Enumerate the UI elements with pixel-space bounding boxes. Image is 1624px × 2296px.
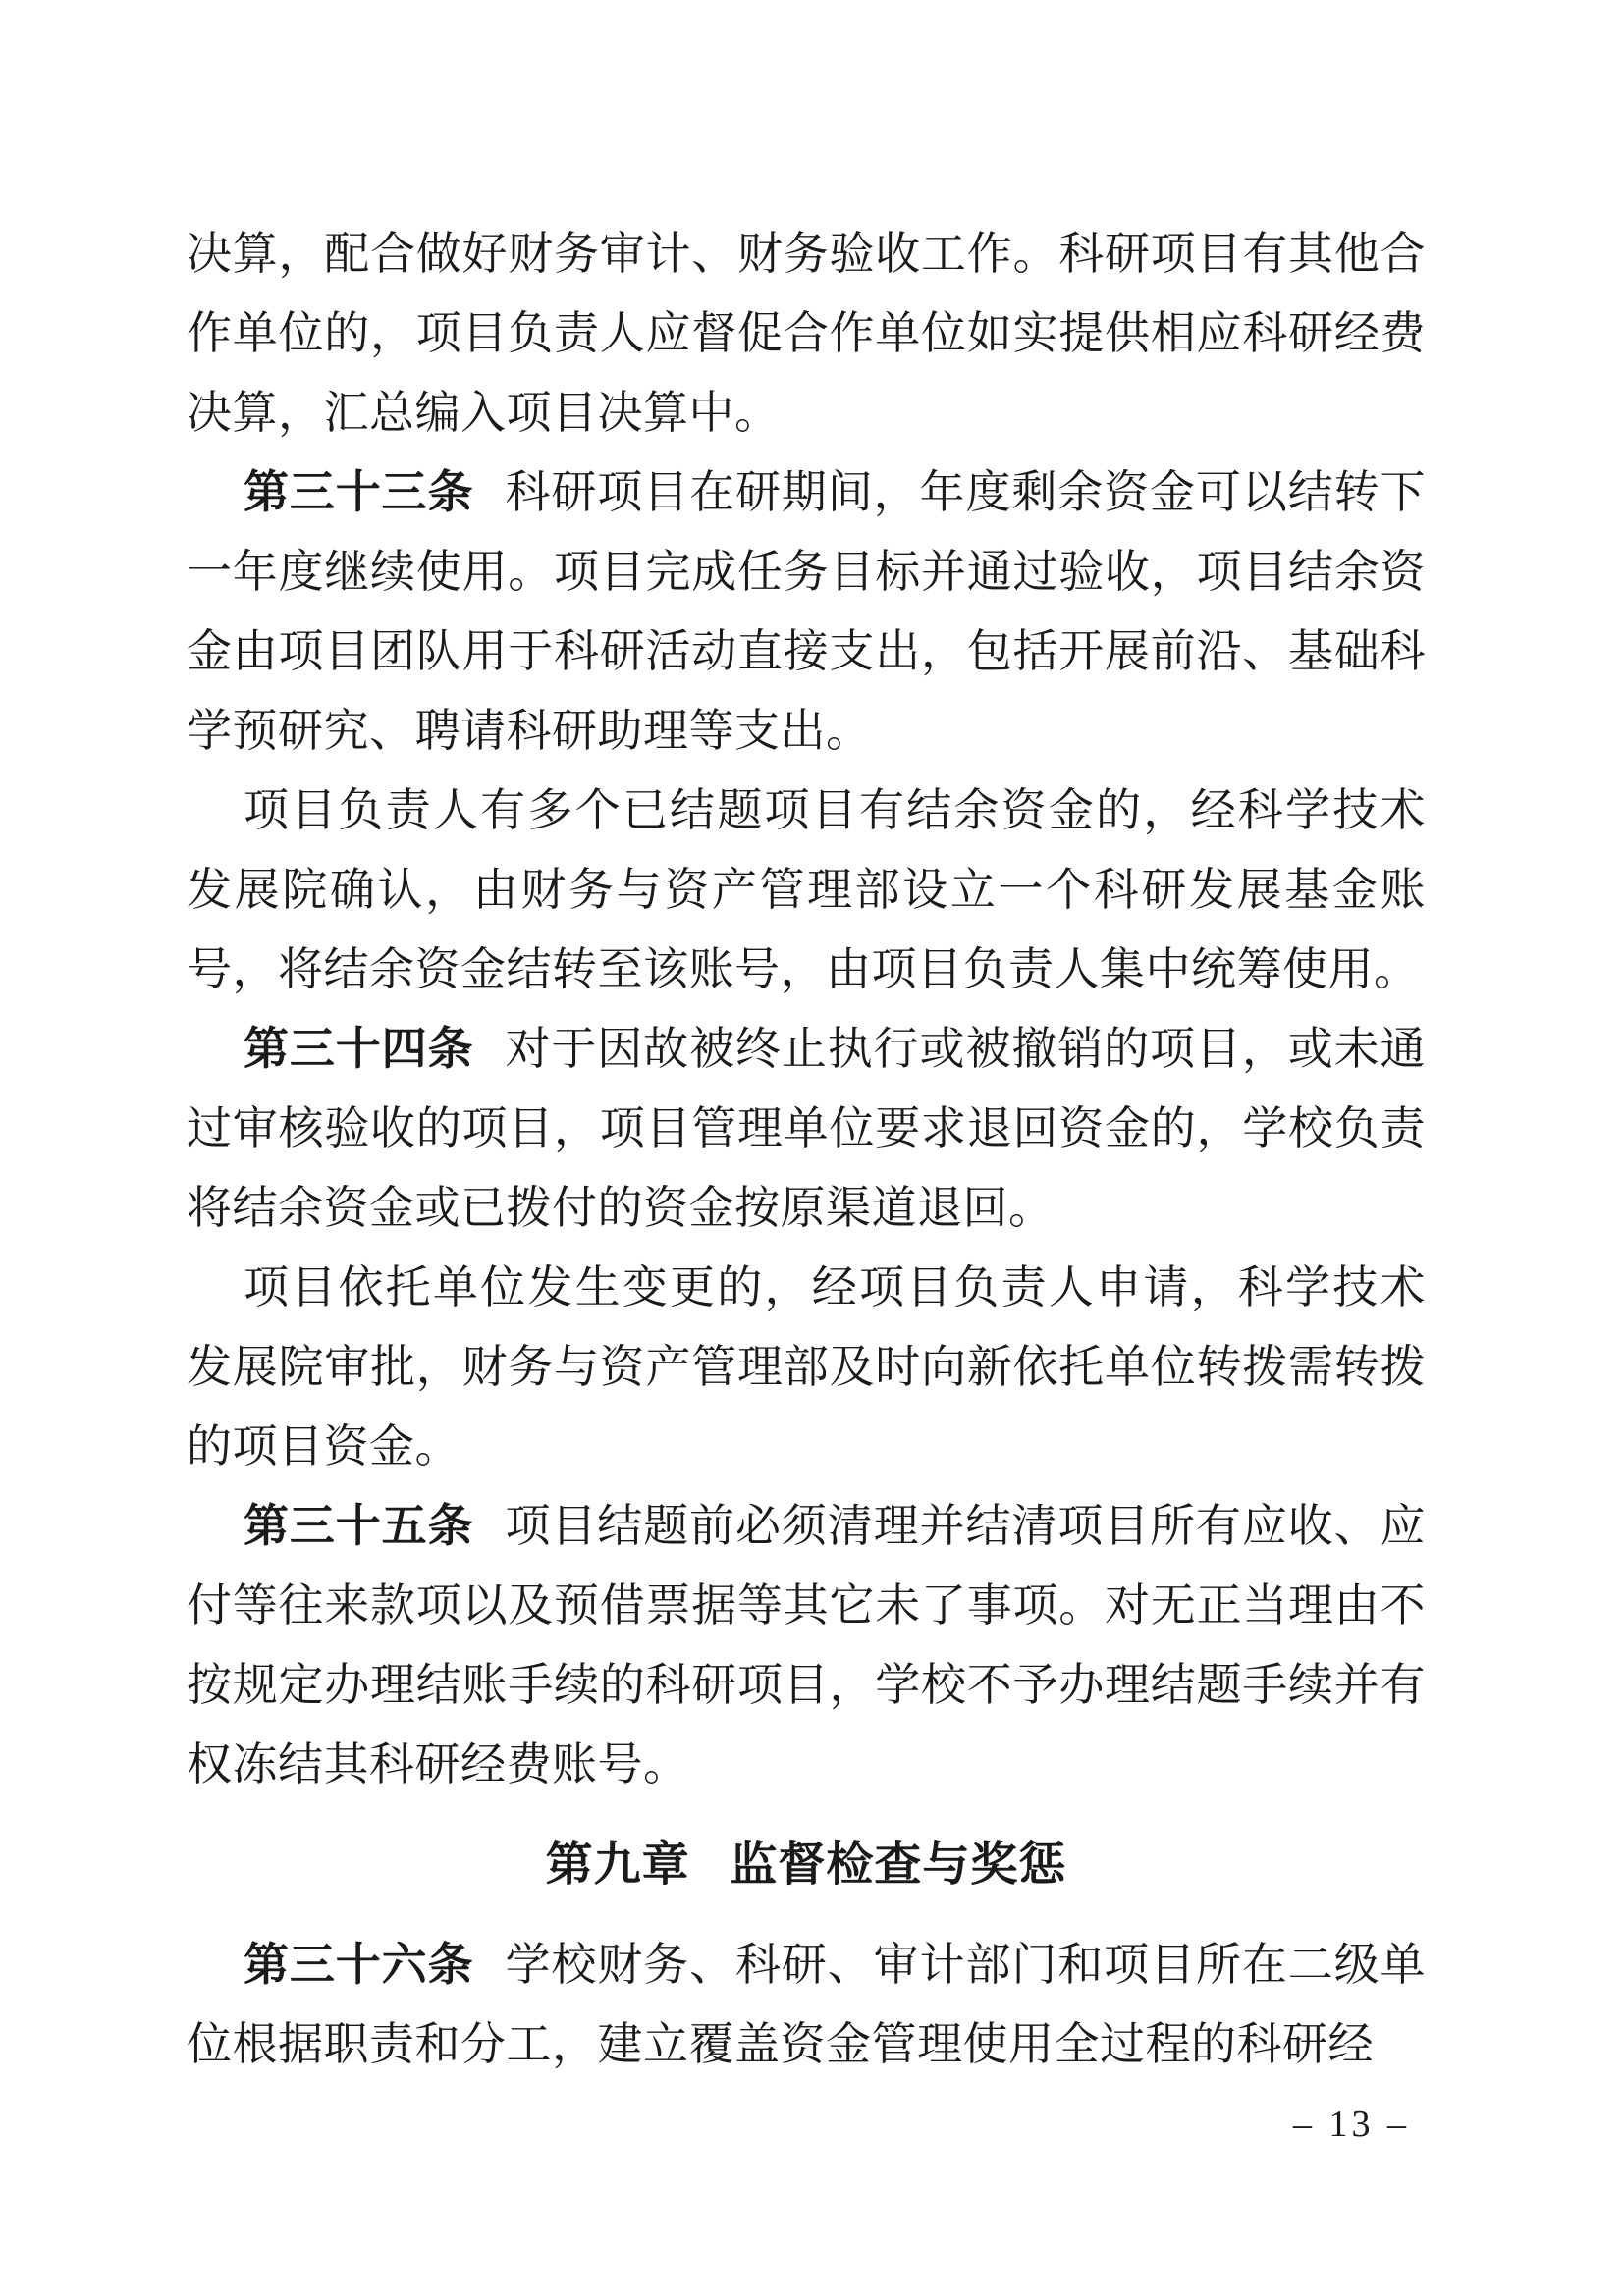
paragraph-text: 对于因故被终止执行或被撤销的项目，或未通过审核验收的项目，项目管理单位要求退回资金的，学校负责将结余资金或已拨付的资金按原渠道退回。	[187, 1024, 1427, 1233]
paragraph	[187, 1925, 1426, 2084]
paragraph	[187, 1486, 1426, 1804]
paragraph	[187, 1248, 1426, 1486]
paragraph-text: 项目结题前必须清理并结清项目所有应收、应付等往来款项以及预借票据等其它未了事项。对无正当理由不按规定办理结账手续的科研项目，学校不予办理结题手续并有权冻结其科研经费账号。	[187, 1501, 1427, 1789]
article-number: 第三十六条	[244, 1940, 474, 1990]
paragraph-text: 项目负责人有多个已结题项目有结余资金的，经科学技术发展院确认，由财务与资产管理部设立一个科研发展基金账号，将结余资金结转至该账号，由项目负责人集中统筹使用。	[187, 785, 1426, 994]
paragraph-text: 决算，配合做好财务审计、财务验收工作。科研项目有其他合作单位的，项目负责人应督促合作单位如实提供相应科研经费决算，汇总编入项目决算中。	[187, 229, 1426, 438]
paragraph-text: 项目依托单位发生变更的，经项目负责人申请，科学技术发展院审批，财务与资产管理部及时向新依托单位转拨需转拨的项目资金。	[187, 1262, 1426, 1471]
article-number: 第三十四条	[244, 1024, 474, 1074]
paragraph	[187, 1009, 1426, 1248]
article-number: 第三十五条	[244, 1501, 474, 1551]
page-number: – 13 –	[1293, 2104, 1410, 2145]
document-body	[187, 214, 1426, 2084]
chapter-title: 监督检查与奖惩	[730, 1839, 1067, 1891]
chapter-heading	[187, 1825, 1426, 1904]
paragraph-text: 科研项目在研期间，年度剩余资金可以结转下一年度继续使用。项目完成任务目标并通过验收，项目结余资金由项目团队用于科研活动直接支出，包括开展前沿、基础科学预研究、聘请科研助理等支出。	[187, 467, 1427, 756]
paragraph	[187, 453, 1426, 771]
paragraph-text: 学校财务、科研、审计部门和项目所在二级单位根据职责和分工，建立覆盖资金管理使用全过程的科研经	[187, 1940, 1427, 2069]
chapter-number: 第九章	[545, 1839, 690, 1891]
paragraph	[187, 214, 1426, 453]
article-number: 第三十三条	[244, 467, 474, 517]
paragraph	[187, 771, 1426, 1009]
